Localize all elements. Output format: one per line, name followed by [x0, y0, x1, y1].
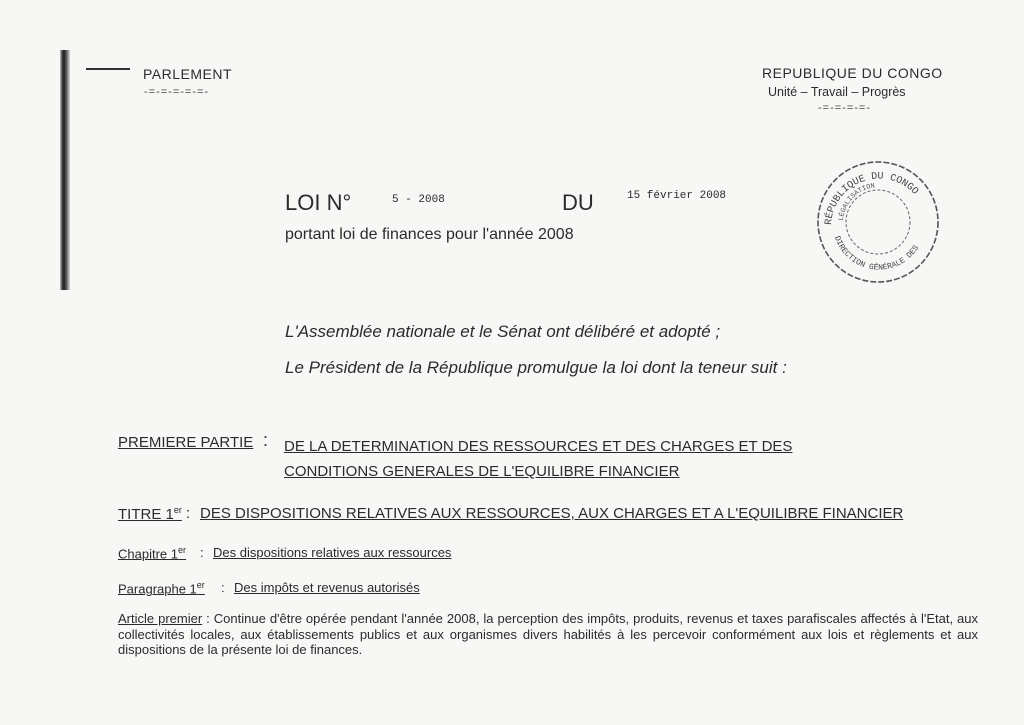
- part-title: [284, 434, 792, 484]
- paragraph-label-text: Paragraphe 1: [118, 581, 197, 597]
- article-first: [118, 611, 978, 658]
- stamp-bottom-text: DIRECTION GÉNÉRALE DES: [832, 234, 922, 273]
- part-title-line-1: DE LA DETERMINATION DES RESSOURCES ET DES CHARGES ET DES: [284, 438, 793, 455]
- paragraph-label: [118, 580, 205, 596]
- chapter-label-sup: er: [177, 545, 186, 555]
- chapter-heading: Des dispositions relatives aux ressources: [213, 545, 452, 560]
- part-label: PREMIERE PARTIE: [118, 434, 254, 451]
- republic-heading: REPUBLIQUE DU CONGO: [762, 65, 943, 81]
- chapter-label-text: Chapitre 1: [118, 546, 178, 562]
- law-du-label: DU: [562, 190, 594, 215]
- republic-motto: Unité – Travail – Progrès: [768, 85, 906, 99]
- part-title-line-2: CONDITIONS GENERALES DE L'EQUILIBRE FINANCIER: [284, 463, 680, 480]
- title-colon: :: [186, 505, 191, 522]
- law-date: 15 février 2008: [627, 190, 727, 202]
- article-text: : Continue d'être opérée pendant l'année 2008, la perception des impôts, produits, revenus et taxes parafiscales affectés à l'Etat, aux collectivités locales, aux établissements publics et aux organismes divers habilités à les percevoir conformément aux lois et règlements et aux dispositions de la présente loi de finances.: [118, 611, 979, 657]
- chapter-label: [118, 545, 186, 561]
- law-number: 5 - 2008: [392, 194, 445, 206]
- title-heading: DES DISPOSITIONS RELATIVES AUX RESSOURCES, AUX CHARGES ET A L'EQUILIBRE FINANCIER: [200, 505, 904, 522]
- paragraph-label-sup: er: [196, 580, 205, 590]
- paragraph-colon: :: [221, 580, 225, 595]
- chapter-colon: :: [200, 545, 204, 560]
- stamp-top-text: RÉPUBLIQUE DU CONGO: [823, 171, 920, 226]
- parliament-separator: -=-=-=-=-=-: [144, 86, 210, 98]
- part-colon: :: [263, 430, 269, 450]
- republic-separator: -=-=-=-=-: [818, 102, 872, 114]
- law-label: LOI N°: [285, 190, 352, 215]
- law-subtitle: portant loi de finances pour l'année 2008: [285, 226, 574, 243]
- title-label: [118, 505, 182, 523]
- preamble-line-1: L'Assemblée nationale et le Sénat ont délibéré et adopté ;: [285, 322, 721, 341]
- title-label-sup: er: [173, 505, 182, 515]
- parliament-heading: PARLEMENT: [143, 66, 233, 82]
- paragraph-heading: Des impôts et revenus autorisés: [234, 580, 420, 595]
- binding-edge: [60, 50, 70, 290]
- official-stamp-icon: [811, 155, 946, 290]
- preamble-line-2: Le Président de la République promulgue la loi dont la teneur suit :: [285, 358, 787, 377]
- stamp-inner-text: LÉGALISATION: [837, 182, 876, 222]
- title-label-text: TITRE 1: [118, 506, 174, 523]
- binding-mark: [86, 68, 130, 70]
- article-label: Article premier: [118, 611, 203, 626]
